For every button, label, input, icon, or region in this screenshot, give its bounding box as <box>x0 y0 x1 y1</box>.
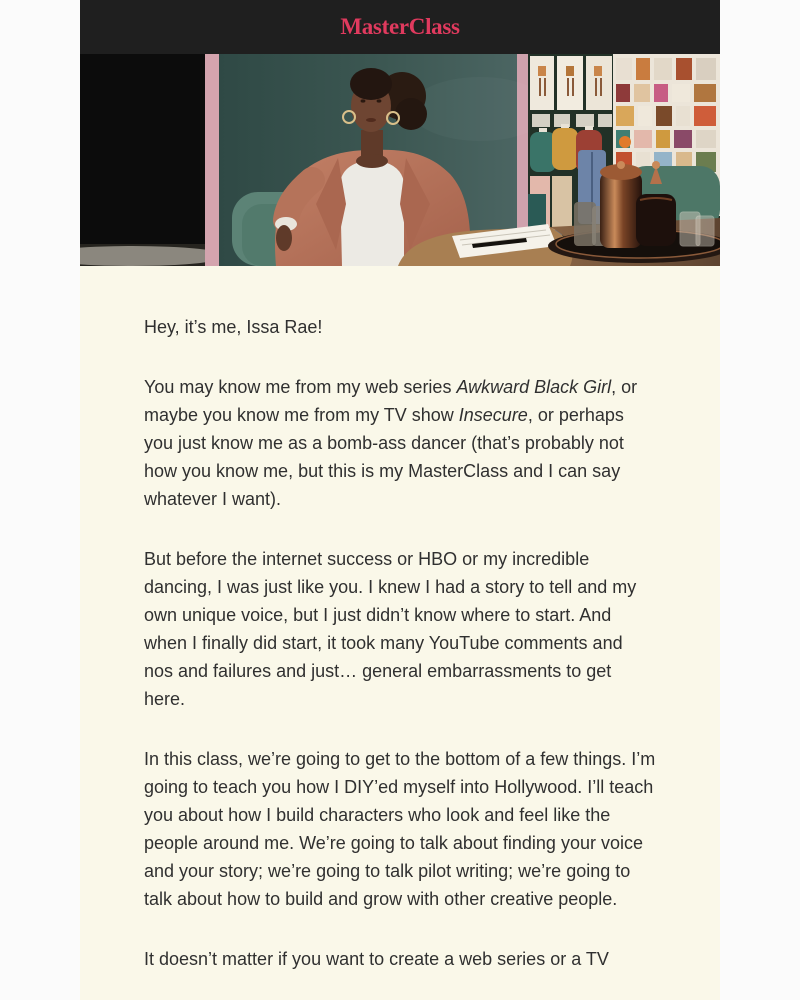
email-container <box>80 0 720 1000</box>
masterclass-logo[interactable]: MasterClass <box>340 14 460 39</box>
body-paragraph: Hey, it’s me, Issa Rae! <box>144 317 323 337</box>
body-paragraph: In this class, we’re going to get to the bottom of a few things. I’m going to teach you how I DIY’ed myself into Hollywood. I’ll teach you about how I build characters who look and feel like the people around me. We’re going to talk about finding your voice and your story; we’re going to talk pilot writing; we’re going to talk about how to build and grow with other creative people. <box>144 749 656 909</box>
hero-image <box>80 54 720 266</box>
body-paragraph: You may know me from my web series Awkward Black Girl, or maybe you know me from my TV show Insecure, or perhaps you just know me as a bomb-ass dancer (that’s probably not how you know me, but this is my MasterClass and I can say whatever I want). <box>144 377 638 509</box>
body-paragraph: But before the internet success or HBO or my incredible dancing, I was just like you. I knew I had a story to tell and my own unique voice, but I just didn’t know where to start. And when I finally did start, it took many YouTube comments and nos and failures and just… general embarrassments to get here. <box>144 549 637 709</box>
body-paragraph: It doesn’t matter if you want to create a web series or a TV <box>144 949 609 969</box>
email-body <box>80 266 720 1000</box>
email-header <box>80 0 720 54</box>
paragraphs <box>144 313 656 973</box>
hero-illustration <box>80 54 720 266</box>
hero-left-studio <box>80 54 227 266</box>
